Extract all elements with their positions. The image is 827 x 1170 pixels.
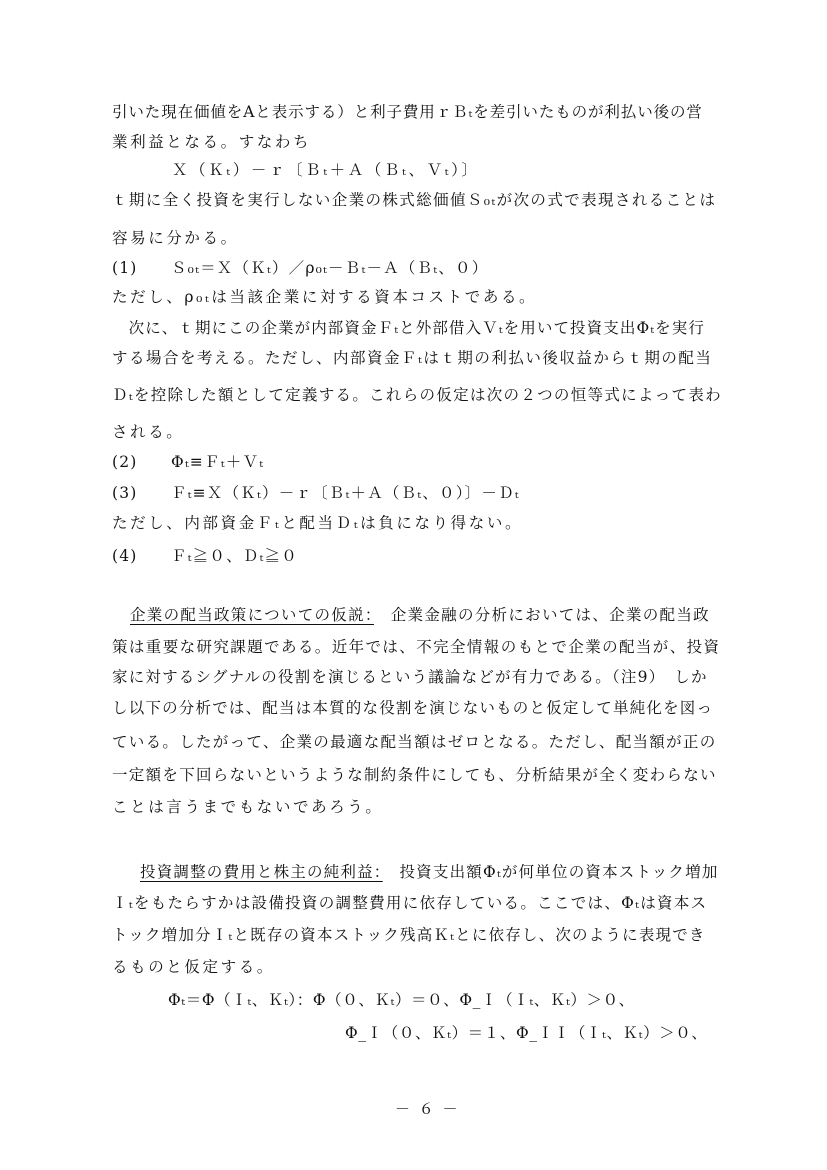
paragraph-line xyxy=(140,862,719,882)
text-line: 家に対するシグナルの役割を演じるという議論などが有力である。（注9） しか xyxy=(112,668,708,686)
text-line: 容易に分かる。 xyxy=(112,229,239,247)
paragraph-line xyxy=(130,605,710,625)
text-line: 一定額を下回らないというような制約条件にしても、分析結果が全く変わらない xyxy=(112,766,717,784)
text-span: 投資支出額Φₜが何単位の資本ストック増加 xyxy=(382,863,719,881)
text-line: 業利益となる。すなわち xyxy=(112,133,312,151)
section-heading-dividend-policy: 企業の配当政策についての仮説： xyxy=(130,606,374,624)
equation-5b: Φ_Ｉ（０、Ｋₜ）＝１、Φ_ＩＩ（Ｉₜ、Ｋₜ）＞０、 xyxy=(345,1024,708,1042)
equation: Ｘ（Ｋₜ）－ｒ〔Ｂₜ＋Ａ（Ｂₜ、Ｖₜ）〕 xyxy=(172,161,480,179)
text-line: Ｉₜをもたらすかは設備投資の調整費用に依存している。ここでは、Φₜは資本ス xyxy=(112,894,708,912)
text-line: される。 xyxy=(112,423,185,441)
text-line: ている。したがって、企業の最適な配当額はゼロとなる。ただし、配当額が正の xyxy=(112,733,717,751)
equation-5a: Φₜ＝Φ（Ｉₜ、Ｋₜ）：Φ（０、Ｋₜ）＝０、Φ_Ｉ（Ｉₜ、Ｋₜ）＞０、 xyxy=(168,991,635,1009)
text-line: ただし、内部資金Ｆₜと配当Ｄₜは負になり得ない。 xyxy=(112,514,524,532)
text-line: し以下の分析では、配当は本質的な役割を演じないものと仮定して単純化を図っ xyxy=(112,699,714,717)
text-line: るものと仮定する。 xyxy=(112,958,275,976)
equation-4: (4) Ｆₜ≧０、Ｄₜ≧０ xyxy=(112,547,298,565)
text-span: 企業金融の分析においては、企業の配当政 xyxy=(373,606,710,624)
text-line: ただし、ρ₀ₜは当該企業に対する資本コストである。 xyxy=(112,288,538,306)
equation-3: (3) Ｆₜ≡Ｘ（Ｋₜ）－ｒ〔Ｂₜ＋Ａ（Ｂₜ、０）〕－Ｄₜ xyxy=(112,484,520,502)
text-line: Ｄₜを控除した額として定義する。これらの仮定は次の２つの恒等式によって表わ xyxy=(112,386,722,404)
text-line: する場合を考える。ただし、内部資金Ｆₜはｔ期の利払い後収益からｔ期の配当 xyxy=(112,349,713,367)
text-line: 策は重要な研究課題である。近年では、不完全情報のもとで企業の配当が、投資 xyxy=(112,638,721,656)
equation-1: (1) Ｓ₀ₜ＝Ｘ（Ｋₜ）／ρ₀ₜ－Ｂₜ－Ａ（Ｂₜ、０） xyxy=(112,259,489,277)
text-line: 次に、ｔ期にこの企業が内部資金Ｆₜと外部借入Ｖₜを用いて投資支出Φₜを実行 xyxy=(112,319,705,337)
text-line: ｔ期に全く投資を実行しない企業の株式総価値Ｓ₀ₜが次の式で表現されることは xyxy=(112,191,717,209)
section-heading-investment-adjustment: 投資調整の費用と株主の純利益： xyxy=(140,863,383,881)
text-line: トック増加分Ｉₜと既存の資本ストック残高Ｋₜとに依存し、次のように表現でき xyxy=(112,926,706,944)
text-line: 引いた現在価値をAと表示する）と利子費用ｒＢₜを差引いたものが利払い後の営 xyxy=(112,103,703,121)
text-line: ことは言うまでもないであろう。 xyxy=(112,798,384,816)
equation-2: (2) Φₜ≡Ｆₜ＋Ｖₜ xyxy=(112,453,265,471)
page-number: － ６ － xyxy=(395,1100,460,1118)
